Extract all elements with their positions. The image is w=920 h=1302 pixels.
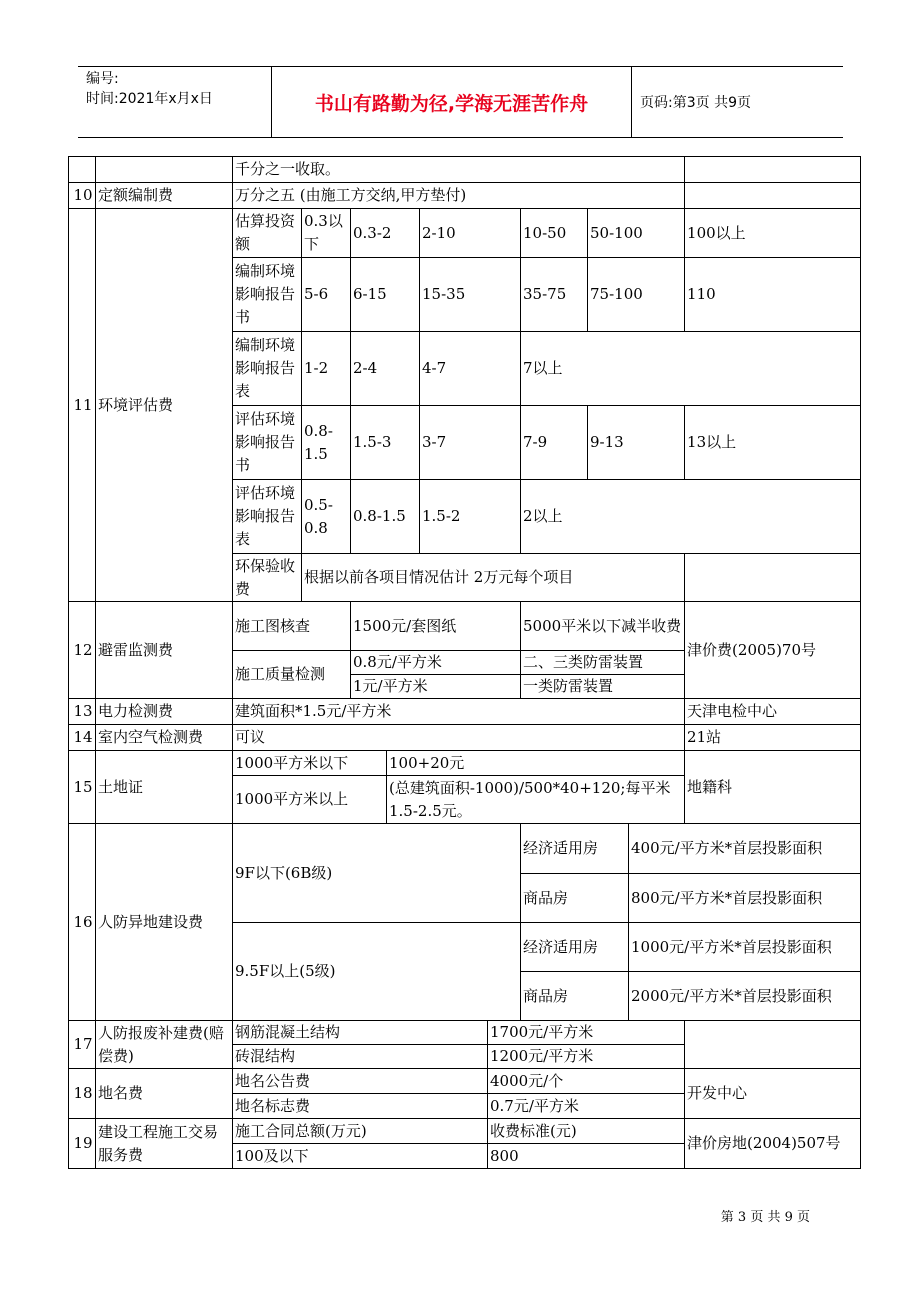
env-cell: 评估环境影响报告表: [233, 480, 302, 554]
fee-desc: 可议: [233, 725, 685, 751]
env-cell: 1.5-3: [351, 406, 420, 480]
fee-name: 环境评估费: [96, 209, 233, 602]
place-name-cell: 地名公告费: [233, 1069, 488, 1094]
env-cell: 7-9: [521, 406, 588, 480]
env-cell: 0.5-0.8: [302, 480, 351, 554]
env-cell: 环保验收费: [233, 554, 302, 602]
time-label: 时间:2021年x月x日: [86, 91, 213, 107]
cell-continuation: 千分之一收取。: [233, 157, 685, 183]
table-row: [69, 725, 861, 751]
place-name-cell: 地名标志费: [233, 1094, 488, 1119]
fee-table: [68, 156, 861, 1169]
row-number: 11: [69, 209, 96, 602]
civil-defense-cell: 商品房: [521, 972, 629, 1021]
fee-name: 室内空气检测费: [96, 725, 233, 751]
row-number: 14: [69, 725, 96, 751]
env-cell: 50-100: [588, 209, 685, 258]
env-cell: 7以上: [521, 332, 861, 406]
land-cell: 100+20元: [387, 751, 685, 776]
env-cell: 100以上: [685, 209, 861, 258]
trading-cell: 800: [488, 1144, 685, 1169]
compensation-cell: 1200元/平方米: [488, 1045, 685, 1069]
table-row: [69, 1119, 861, 1144]
lightning-cell: 1500元/套图纸: [351, 602, 521, 651]
fee-note: 津价费(2005)70号: [685, 602, 861, 699]
table-row: [69, 1021, 861, 1045]
trading-cell: 施工合同总额(万元): [233, 1119, 488, 1144]
fee-name: 建设工程施工交易服务费: [96, 1119, 233, 1169]
place-name-cell: 0.7元/平方米: [488, 1094, 685, 1119]
trading-cell: 100及以下: [233, 1144, 488, 1169]
fee-name: 地名费: [96, 1069, 233, 1119]
land-cell: 1000平方米以上: [233, 776, 387, 824]
env-cell: 4-7: [420, 332, 521, 406]
table-row: [69, 209, 861, 258]
env-cell: 1.5-2: [420, 480, 521, 554]
env-cell: 75-100: [588, 258, 685, 332]
civil-defense-cell: 9.5F以上(5级): [233, 923, 521, 1021]
serial-label: 编号:: [86, 71, 119, 87]
page-header: [78, 66, 843, 138]
env-cell: 0.3-2: [351, 209, 420, 258]
civil-defense-cell: 800元/平方米*首层投影面积: [629, 874, 861, 923]
lightning-cell: 施工图核查: [233, 602, 351, 651]
header-page-info: 页码:第3页 共9页: [640, 95, 751, 111]
env-cell: 0.8-1.5: [302, 406, 351, 480]
lightning-cell: 施工质量检测: [233, 651, 351, 699]
fee-note: 开发中心: [685, 1069, 861, 1119]
table-row: [69, 824, 861, 874]
env-cell: 110: [685, 258, 861, 332]
fee-note: 地籍科: [685, 751, 861, 824]
compensation-cell: 砖混结构: [233, 1045, 488, 1069]
table-row: [69, 157, 861, 183]
env-cell: 0.8-1.5: [351, 480, 420, 554]
lightning-cell: 5000平米以下减半收费: [521, 602, 685, 651]
lightning-cell: 1元/平方米: [351, 675, 521, 699]
env-cell: 2-10: [420, 209, 521, 258]
place-name-cell: 4000元/个: [488, 1069, 685, 1094]
land-cell: (总建筑面积-1000)/500*40+120;每平米1.5-2.5元。: [387, 776, 685, 824]
civil-defense-cell: 经济适用房: [521, 824, 629, 874]
table-row: [69, 699, 861, 725]
env-cell: 10-50: [521, 209, 588, 258]
env-cell: 2-4: [351, 332, 420, 406]
env-cell: 5-6: [302, 258, 351, 332]
env-cell: 9-13: [588, 406, 685, 480]
table-row: [69, 751, 861, 776]
fee-name: 人防异地建设费: [96, 824, 233, 1021]
row-number: 12: [69, 602, 96, 699]
table-row: [69, 602, 861, 651]
civil-defense-cell: 400元/平方米*首层投影面积: [629, 824, 861, 874]
env-cell: 6-15: [351, 258, 420, 332]
civil-defense-cell: 1000元/平方米*首层投影面积: [629, 923, 861, 972]
page-footer: 第 3 页 共 9 页: [720, 1210, 810, 1225]
fee-desc: 建筑面积*1.5元/平方米: [233, 699, 685, 725]
env-cell: 15-35: [420, 258, 521, 332]
lightning-cell: 一类防雷装置: [521, 675, 685, 699]
row-number: 10: [69, 183, 96, 209]
env-cell: 1-2: [302, 332, 351, 406]
fee-name: 人防报废补建费(赔偿费): [96, 1021, 233, 1069]
env-cell: 35-75: [521, 258, 588, 332]
row-number: 15: [69, 751, 96, 824]
row-number: 13: [69, 699, 96, 725]
fee-name: 避雷监测费: [96, 602, 233, 699]
civil-defense-cell: 商品房: [521, 874, 629, 923]
civil-defense-cell: 2000元/平方米*首层投影面积: [629, 972, 861, 1021]
env-cell: 估算投资额: [233, 209, 302, 258]
land-cell: 1000平方米以下: [233, 751, 387, 776]
header-meta: [78, 67, 272, 137]
env-cell: 0.3以下: [302, 209, 351, 258]
table-row: [69, 1069, 861, 1094]
civil-defense-cell: 经济适用房: [521, 923, 629, 972]
trading-cell: 收费标准(元): [488, 1119, 685, 1144]
env-cell: 2以上: [521, 480, 861, 554]
fee-name: 电力检测费: [96, 699, 233, 725]
row-number: 19: [69, 1119, 96, 1169]
env-cell: 13以上: [685, 406, 861, 480]
env-cell: 3-7: [420, 406, 521, 480]
fee-name: 土地证: [96, 751, 233, 824]
env-cell: 根据以前各项目情况估计 2万元每个项目: [302, 554, 685, 602]
env-cell: 评估环境影响报告书: [233, 406, 302, 480]
row-number: 18: [69, 1069, 96, 1119]
lightning-cell: 0.8元/平方米: [351, 651, 521, 675]
table-row: [69, 183, 861, 209]
row-number: 17: [69, 1021, 96, 1069]
header-motto: 书山有路勤为径,学海无涯苦作舟: [272, 67, 632, 137]
fee-name: 定额编制费: [96, 183, 233, 209]
fee-note: 天津电检中心: [685, 699, 861, 725]
fee-note: 21站: [685, 725, 861, 751]
compensation-cell: 1700元/平方米: [488, 1021, 685, 1045]
civil-defense-cell: 9F以下(6B级): [233, 824, 521, 923]
env-cell: 编制环境影响报告表: [233, 332, 302, 406]
compensation-cell: 钢筋混凝土结构: [233, 1021, 488, 1045]
env-cell: 编制环境影响报告书: [233, 258, 302, 332]
fee-note: 津价房地(2004)507号: [685, 1119, 861, 1169]
row-number: 16: [69, 824, 96, 1021]
lightning-cell: 二、三类防雷装置: [521, 651, 685, 675]
fee-desc: 万分之五 (由施工方交纳,甲方垫付): [233, 183, 685, 209]
